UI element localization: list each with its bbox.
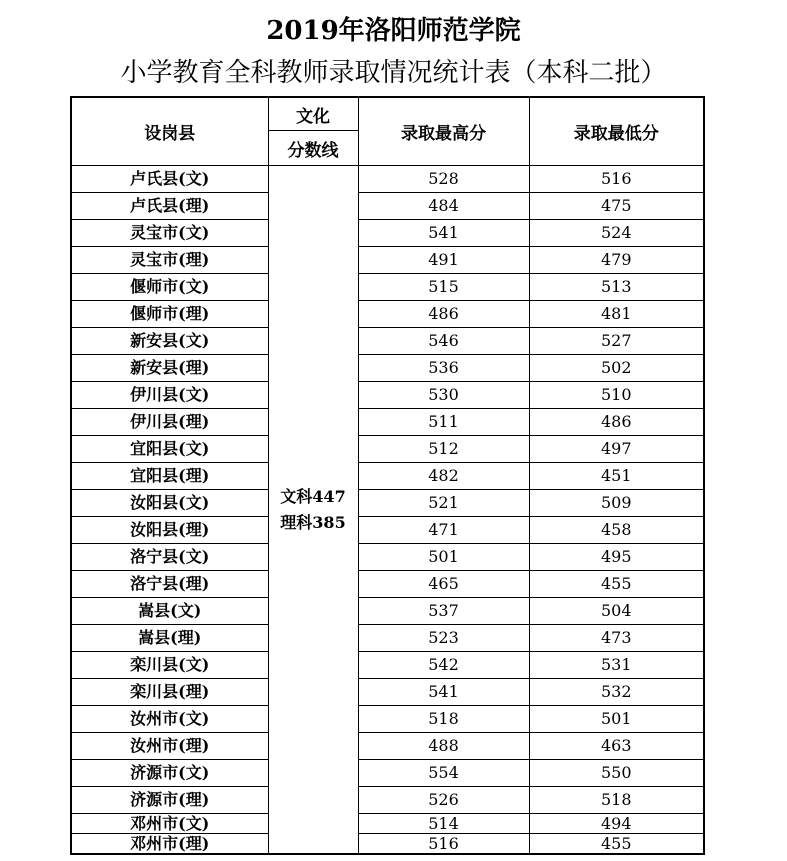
cell-county: 济源市(文) xyxy=(71,760,268,787)
table-row xyxy=(71,517,704,544)
cell-max-score: 511 xyxy=(358,409,529,436)
cell-max-score: 488 xyxy=(358,733,529,760)
cell-min-score: 513 xyxy=(529,274,704,301)
table-row xyxy=(71,247,704,274)
cell-min-score: 451 xyxy=(529,463,704,490)
cell-max-score: 501 xyxy=(358,544,529,571)
cell-min-score: 516 xyxy=(529,166,704,193)
table-row xyxy=(71,652,704,679)
cell-min-score: 501 xyxy=(529,706,704,733)
cell-max-score: 536 xyxy=(358,355,529,382)
table-row xyxy=(71,409,704,436)
cell-max-score: 526 xyxy=(358,787,529,814)
cell-min-score: 518 xyxy=(529,787,704,814)
table-row xyxy=(71,733,704,760)
cell-min-score: 486 xyxy=(529,409,704,436)
header-culture-top: 文化 xyxy=(268,97,358,131)
table-row xyxy=(71,166,704,193)
table-row xyxy=(71,301,704,328)
cell-county: 新安县(文) xyxy=(71,328,268,355)
cell-min-score: 473 xyxy=(529,625,704,652)
cell-county: 邓州市(理) xyxy=(71,834,268,855)
cell-county: 洛宁县(文) xyxy=(71,544,268,571)
cell-county: 新安县(理) xyxy=(71,355,268,382)
table-row xyxy=(71,193,704,220)
title-year-school: 2019年洛阳师范学院 xyxy=(266,16,521,46)
cell-county: 伊川县(文) xyxy=(71,382,268,409)
cell-min-score: 479 xyxy=(529,247,704,274)
cell-score-line xyxy=(268,166,358,855)
cell-county: 汝阳县(理) xyxy=(71,517,268,544)
cell-max-score: 523 xyxy=(358,625,529,652)
header-max-score: 录取最高分 xyxy=(358,97,529,166)
table-row xyxy=(71,355,704,382)
cell-max-score: 512 xyxy=(358,436,529,463)
cell-county: 宜阳县(文) xyxy=(71,436,268,463)
table-row xyxy=(71,760,704,787)
cell-max-score: 486 xyxy=(358,301,529,328)
cell-max-score: 537 xyxy=(358,598,529,625)
table-row xyxy=(71,274,704,301)
cell-max-score: 514 xyxy=(358,814,529,834)
cell-min-score: 494 xyxy=(529,814,704,834)
cell-min-score: 481 xyxy=(529,301,704,328)
cell-county: 嵩县(理) xyxy=(71,625,268,652)
cell-county: 偃师市(理) xyxy=(71,301,268,328)
cell-max-score: 518 xyxy=(358,706,529,733)
cell-min-score: 497 xyxy=(529,436,704,463)
table-row xyxy=(71,463,704,490)
table-row xyxy=(71,571,704,598)
cell-min-score: 509 xyxy=(529,490,704,517)
table-row xyxy=(71,436,704,463)
cell-county: 宜阳县(理) xyxy=(71,463,268,490)
table-row xyxy=(71,598,704,625)
cell-county: 栾川县(理) xyxy=(71,679,268,706)
cell-max-score: 491 xyxy=(358,247,529,274)
title-table-name: 小学教育全科教师录取情况统计表（本科二批） xyxy=(120,58,667,88)
cell-min-score: 531 xyxy=(529,652,704,679)
cell-min-score: 495 xyxy=(529,544,704,571)
cell-county: 洛宁县(理) xyxy=(71,571,268,598)
cell-max-score: 484 xyxy=(358,193,529,220)
table-row xyxy=(71,490,704,517)
cell-min-score: 550 xyxy=(529,760,704,787)
cell-county: 伊川县(理) xyxy=(71,409,268,436)
table-row xyxy=(71,625,704,652)
cell-max-score: 541 xyxy=(358,220,529,247)
table-row xyxy=(71,706,704,733)
cell-min-score: 463 xyxy=(529,733,704,760)
cell-max-score: 521 xyxy=(358,490,529,517)
cell-county: 栾川县(文) xyxy=(71,652,268,679)
cell-county: 嵩县(文) xyxy=(71,598,268,625)
admission-table xyxy=(70,96,705,855)
cell-max-score: 482 xyxy=(358,463,529,490)
cell-min-score: 502 xyxy=(529,355,704,382)
score-line-science: 理科385 xyxy=(280,512,346,532)
table-row xyxy=(71,220,704,247)
cell-county: 汝州市(文) xyxy=(71,706,268,733)
table-row xyxy=(71,814,704,834)
cell-min-score: 510 xyxy=(529,382,704,409)
table-row xyxy=(71,382,704,409)
cell-min-score: 458 xyxy=(529,517,704,544)
score-line-liberal: 文科447 xyxy=(280,486,346,506)
cell-max-score: 471 xyxy=(358,517,529,544)
cell-county: 汝阳县(文) xyxy=(71,490,268,517)
cell-min-score: 455 xyxy=(529,571,704,598)
cell-max-score: 541 xyxy=(358,679,529,706)
cell-min-score: 475 xyxy=(529,193,704,220)
header-min-score: 录取最低分 xyxy=(529,97,704,166)
cell-max-score: 542 xyxy=(358,652,529,679)
header-county: 设岗县 xyxy=(71,97,268,166)
cell-min-score: 455 xyxy=(529,834,704,855)
header-culture-bottom: 分数线 xyxy=(268,131,358,166)
cell-max-score: 530 xyxy=(358,382,529,409)
table-row xyxy=(71,787,704,814)
cell-county: 邓州市(文) xyxy=(71,814,268,834)
cell-county: 灵宝市(理) xyxy=(71,247,268,274)
cell-min-score: 532 xyxy=(529,679,704,706)
cell-county: 偃师市(文) xyxy=(71,274,268,301)
cell-county: 卢氏县(理) xyxy=(71,193,268,220)
cell-max-score: 515 xyxy=(358,274,529,301)
cell-max-score: 465 xyxy=(358,571,529,598)
cell-min-score: 504 xyxy=(529,598,704,625)
cell-max-score: 528 xyxy=(358,166,529,193)
cell-county: 卢氏县(文) xyxy=(71,166,268,193)
cell-county: 汝州市(理) xyxy=(71,733,268,760)
table-row xyxy=(71,679,704,706)
cell-max-score: 546 xyxy=(358,328,529,355)
table-row xyxy=(71,834,704,855)
cell-county: 灵宝市(文) xyxy=(71,220,268,247)
cell-min-score: 524 xyxy=(529,220,704,247)
cell-min-score: 527 xyxy=(529,328,704,355)
table-row xyxy=(71,544,704,571)
cell-county: 济源市(理) xyxy=(71,787,268,814)
table-row xyxy=(71,328,704,355)
cell-max-score: 554 xyxy=(358,760,529,787)
cell-max-score: 516 xyxy=(358,834,529,855)
